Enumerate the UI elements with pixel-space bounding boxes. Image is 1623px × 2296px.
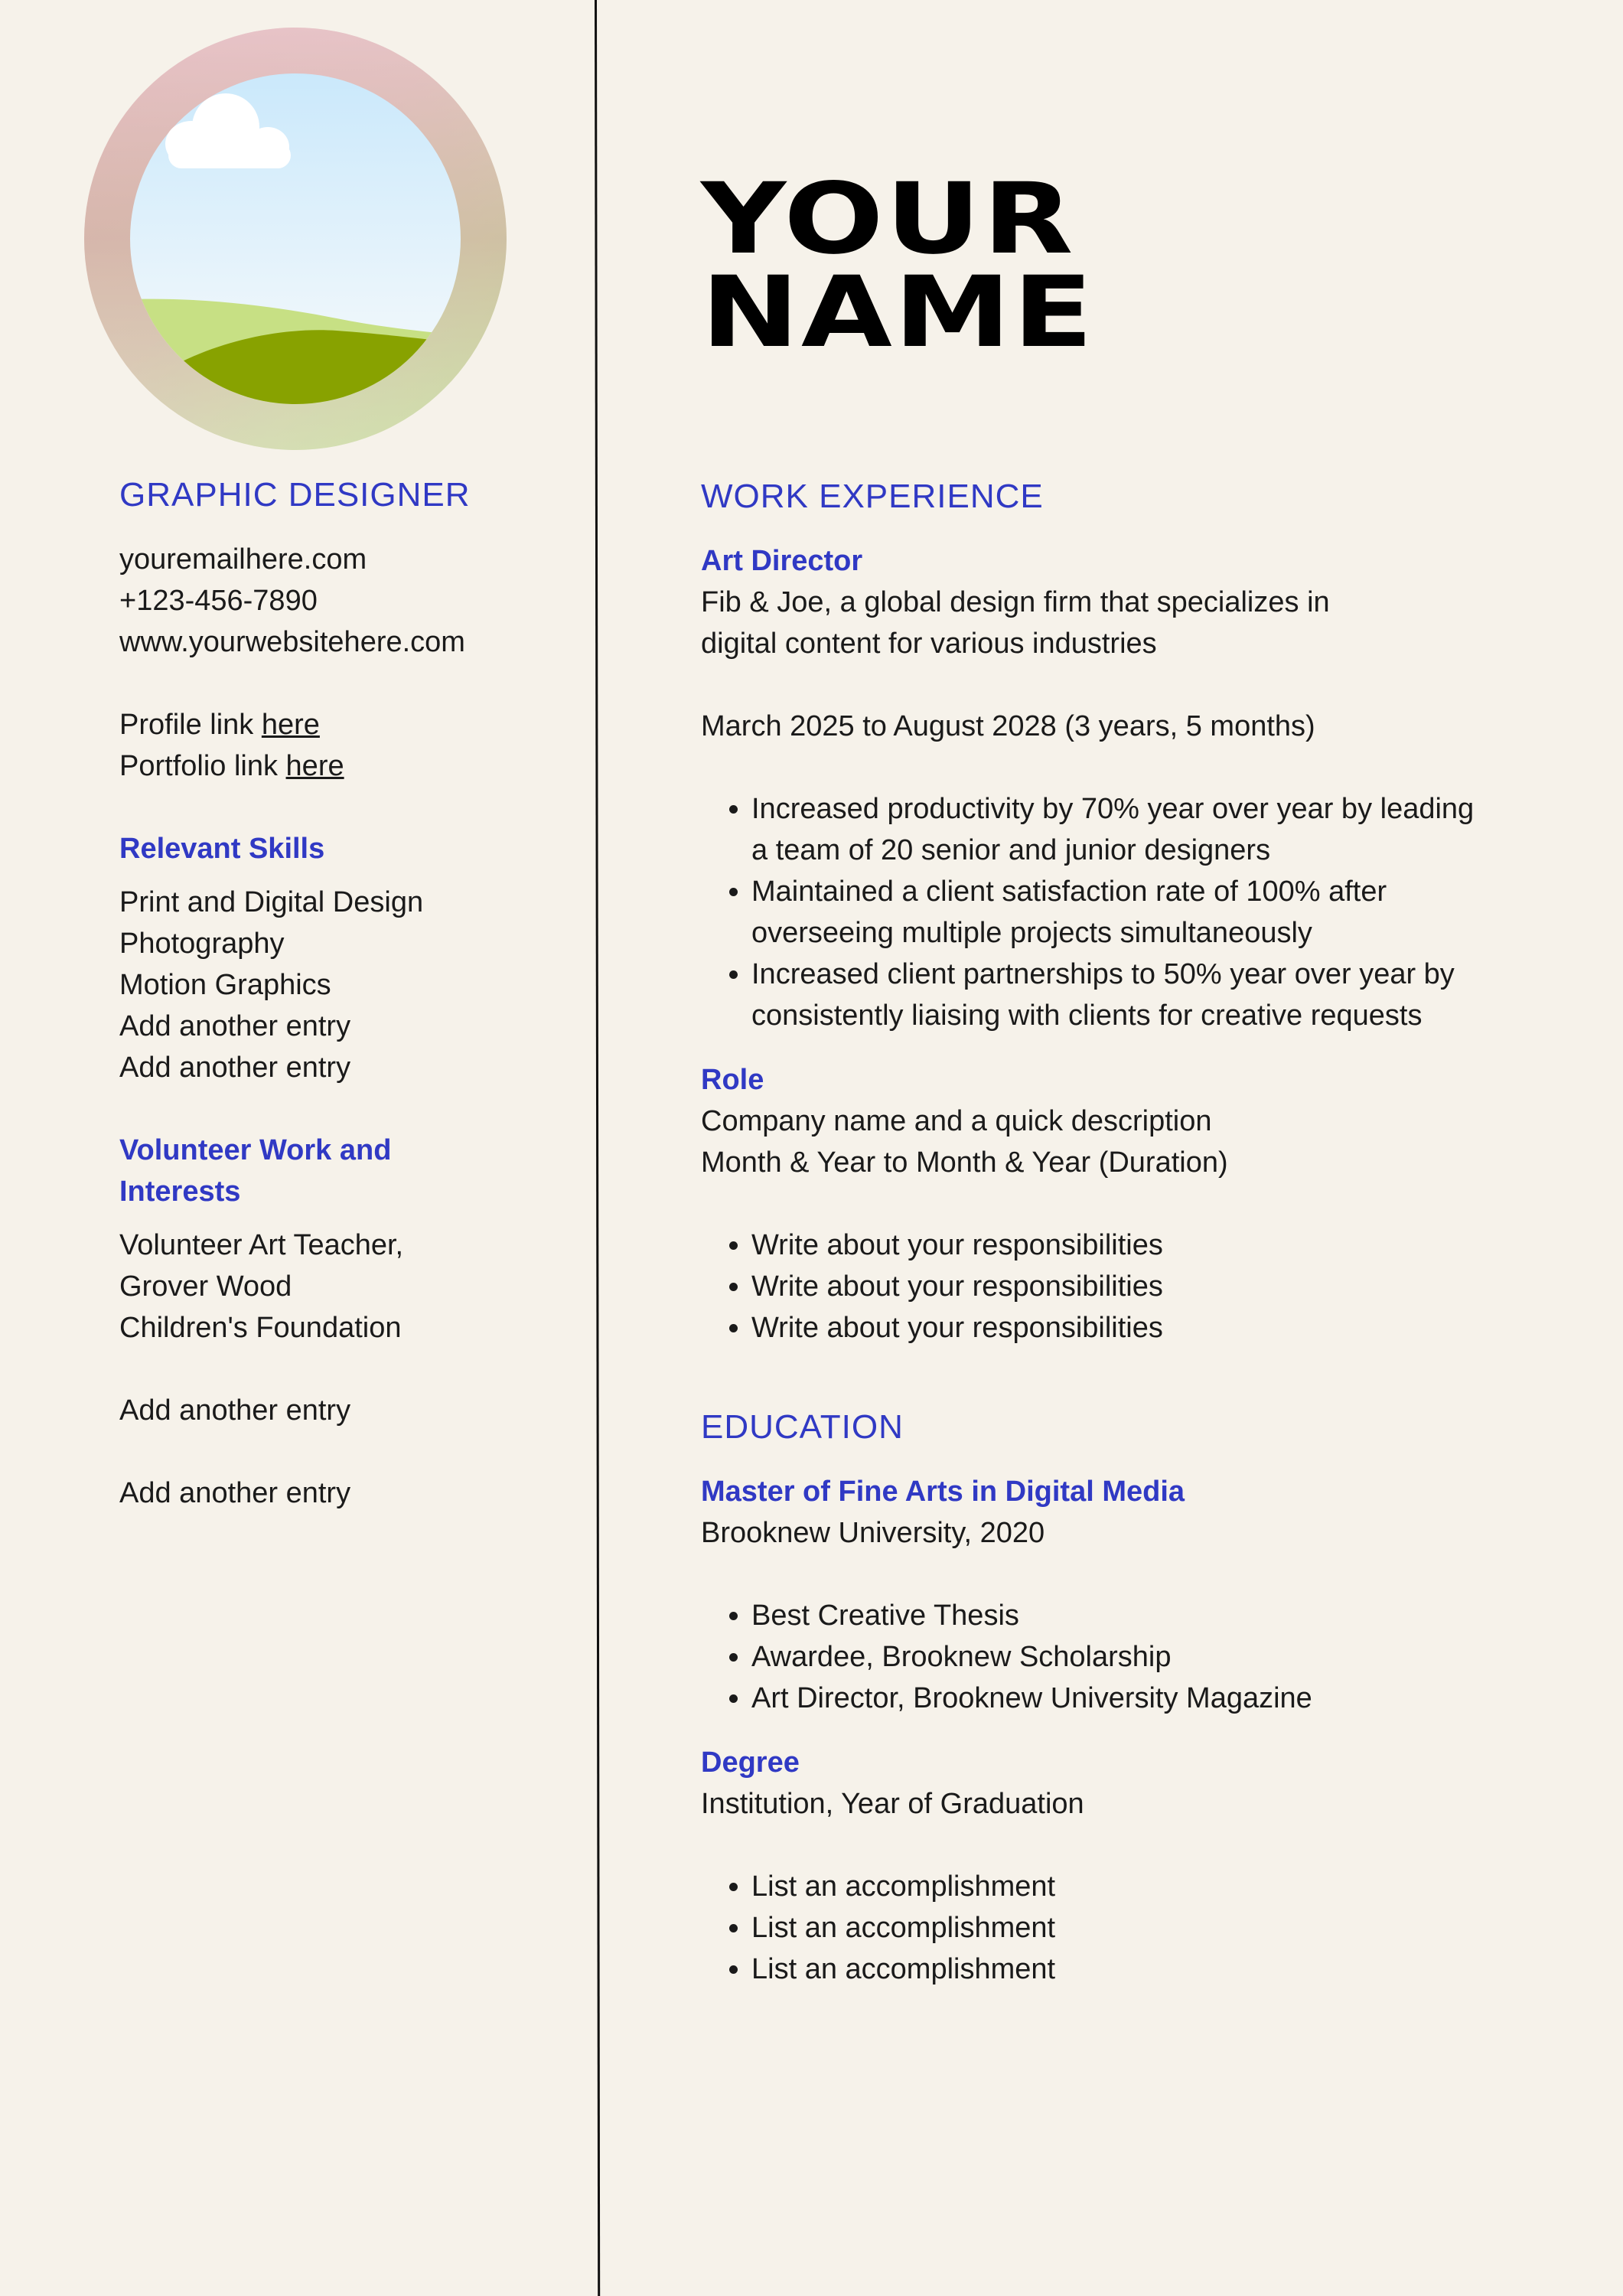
job-bullet: • Write about your responsibilities [751, 1225, 1558, 1266]
phone: +123-456-7890 [119, 585, 318, 617]
education-bullet: • List an accomplishment [751, 1949, 1558, 1990]
job-company: Fib & Joe, a global design firm that specializes in [701, 586, 1330, 618]
education-entry [701, 1742, 1558, 1990]
education-bullet: • Art Director, Brooknew University Magazine [751, 1678, 1558, 1719]
job-bullet: • Write about your responsibilities [751, 1307, 1558, 1349]
job-bullet: • Write about your responsibilities [751, 1266, 1558, 1307]
job-bullets [701, 1225, 1558, 1349]
skill-item: Add another entry [119, 1010, 351, 1042]
skill-item: Photography [119, 928, 285, 960]
volunteer-title-line2: Interests [119, 1176, 241, 1208]
job-company: digital content for various industries [701, 628, 1157, 660]
education-title: EDUCATION [701, 1408, 904, 1446]
website: www.yourwebsitehere.com [119, 626, 465, 658]
email: youremailhere.com [119, 543, 367, 576]
volunteer-entry: Add another entry [119, 1477, 351, 1509]
portfolio-link-label: Portfolio link [119, 750, 286, 782]
degree-title: Degree [701, 1746, 800, 1779]
portfolio-link[interactable]: here [285, 750, 344, 782]
volunteer-entry [119, 1225, 571, 1349]
job-company: Company name and a quick description [701, 1105, 1212, 1137]
volunteer-entry-line: Volunteer Art Teacher, [119, 1229, 404, 1261]
education-bullet: • Awardee, Brooknew Scholarship [751, 1636, 1558, 1678]
education-bullets [701, 1595, 1558, 1719]
volunteer-title [119, 1130, 571, 1212]
name-line1: YOUR [701, 162, 1075, 276]
education-entry [701, 1471, 1558, 1719]
job-role: Art Director [701, 545, 863, 577]
profile-link-label: Profile link [119, 709, 262, 741]
links [119, 704, 571, 787]
sidebar [119, 475, 571, 1514]
job-bullet: • Maintained a client satisfaction rate of 100% after overseeing multiple projects simultaneously [751, 871, 1455, 954]
contact-info [119, 539, 571, 663]
job-dates: Month & Year to Month & Year (Duration) [701, 1146, 1228, 1179]
job-entry [701, 540, 1558, 1036]
institution: Institution, Year of Graduation [701, 1788, 1084, 1820]
degree-title: Master of Fine Arts in Digital Media [701, 1476, 1185, 1508]
profile-link[interactable]: here [261, 709, 320, 741]
column-divider [595, 0, 600, 2296]
job-role: Role [701, 1064, 764, 1096]
work-experience-title: WORK EXPERIENCE [701, 478, 1044, 515]
skills-title: Relevant Skills [119, 833, 325, 865]
education-bullet: • List an accomplishment [751, 1866, 1558, 1907]
skill-item: Motion Graphics [119, 969, 331, 1001]
job-entry [701, 1059, 1558, 1349]
education-bullets [701, 1866, 1558, 1990]
skills-list [119, 882, 571, 1088]
main-content [701, 162, 1558, 1990]
job-title: GRAPHIC DESIGNER [119, 476, 471, 514]
profile-photo-placeholder [84, 28, 507, 450]
portfolio-link-line [119, 745, 571, 787]
skill-item: Print and Digital Design [119, 886, 424, 918]
volunteer-entry-line: Grover Wood [119, 1270, 292, 1303]
job-bullet: • Increased productivity by 70% year over year by leading a team of 20 senior and junior designers [751, 788, 1486, 871]
education-bullet: • Best Creative Thesis [751, 1595, 1558, 1636]
job-bullets [701, 788, 1558, 1036]
volunteer-title-line1: Volunteer Work and [119, 1134, 392, 1166]
job-dates: March 2025 to August 2028 (3 years, 5 months) [701, 710, 1315, 742]
skill-item: Add another entry [119, 1052, 351, 1084]
name-heading [701, 162, 1558, 370]
name-line2: NAME [701, 256, 1095, 370]
institution: Brooknew University, 2020 [701, 1517, 1045, 1549]
volunteer-entry-line: Children's Foundation [119, 1312, 402, 1344]
volunteer-entry: Add another entry [119, 1394, 351, 1427]
education-bullet: • List an accomplishment [751, 1907, 1558, 1949]
job-bullet: • Increased client partnerships to 50% year over year by consistently liaising with clients for creative requests [751, 954, 1486, 1036]
profile-link-line [119, 704, 571, 745]
